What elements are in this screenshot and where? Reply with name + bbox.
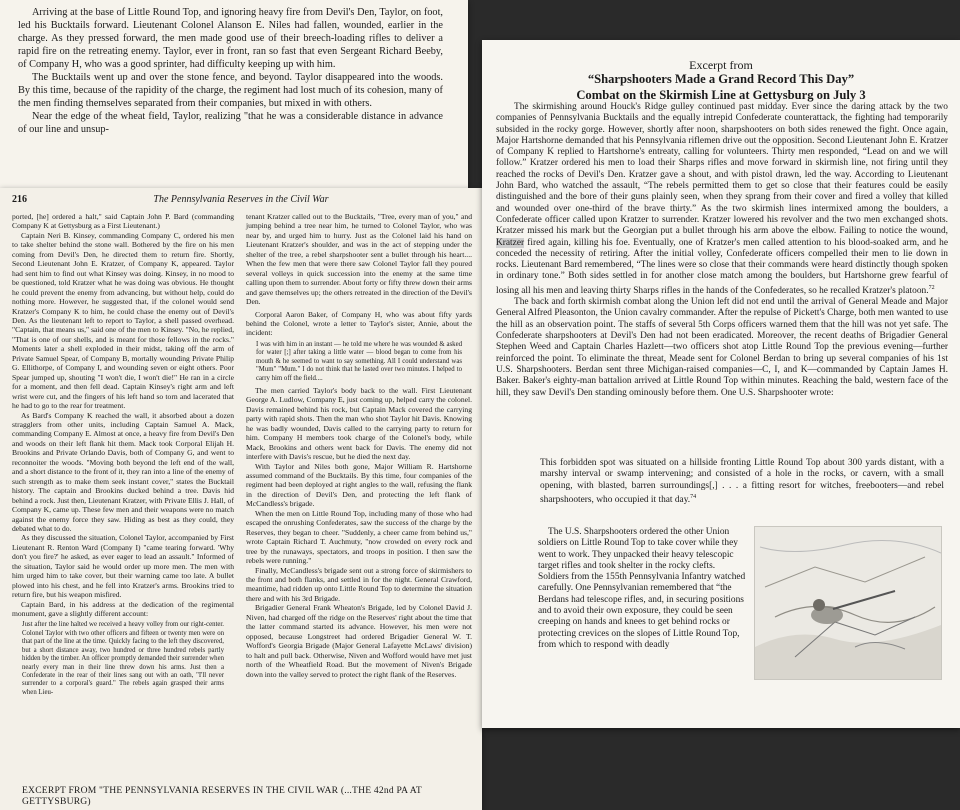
top-page-text [18, 6, 443, 136]
highlighted-word: Kratzer [496, 237, 525, 248]
excerpt-caption: EXCERPT FROM "THE PENNSYLVANIA RESERVES IN THE CIVIL WAR (...THE 42nd PA AT GETTYSBURG) [22, 785, 422, 807]
paragraph: As Bard's Company K reached the wall, it absorbed about a dozen stragglers from other units, including Captain Samuel A. Mack, commanding Company E. Almost at once, a heavy fire from Devil's Den and woods on their left flank hit them. Mack took Corporal Elijah H. Brookins and Private Orlando Davis, both of Company G, and went to reconnoiter the woods. "Moving both beyond the left end of the wall, and a short distance to the front of it, they ran into a line of the enemy of such strength as to make them seek instant cover," states the Bucktail history. The captain and Brookins ducked behind a tree. Davis hid behind a rock. Just then, Lieutenant Kratzer, with Private Ellis J. Hall, of Company K, came up. These few men and their weapons were no match against the enemy force they saw. Hiding as best as they could, they debated what to do. [12, 410, 234, 533]
paragraph: Corporal Aaron Baker, of Company H, who was about fifty yards behind the Colonel, wrote a letter to Taylor's sister, Annie, about the incident: [246, 309, 472, 338]
book-page-top [0, 0, 468, 188]
paragraph: Arriving at the base of Little Round Top, and ignoring heavy fire from Devil's Den, Taylor, on foot, led his Bucktails forward. Lieutenant Colonel Alanson E. Niles had fallen, wounded, earlier in the charge. As they pressed forward, the men made good use of their breech-loading rifles to deliver a rapid fire on the retreating enemy. Taylor, ever in front, ran so fast that even Sergeant Richard Beeby, of Company H, who was a good sprinter, had difficulty keeping up with him. [18, 7, 443, 70]
sharpshooter-sketch [754, 526, 942, 680]
block-quote: Just after the line halted we received a heavy volley from our right-center. Colonel Taylor with two other officers and fifteen or twenty men were on that part of the line at the time. Quickly facing to the left they discovered, but a short distance away, two hundred or three hundred rebels partly hidden by the timber. An officer promptly demanded their surrender when nearly every man in their line threw down his arms. Just then a Confederate in the rear of their lines sang out with an oath, "I'll never surrender to a corporal's guard." The rebels again grasped their arms when Lieu- [22, 621, 224, 696]
block-quote-continued: tenant Kratzer called out to the Bucktails, "Tree, every man of you," and jumping behind a tree near him, he turned to Colonel Taylor, who was near by, and urged him to hurry. Just as the Colonel laid his hand on Lieutenant Kratzer's shoulder, and was in the act of stepping under the shelter of the tree, a rebel sharpshooter sent a bullet through his heart.... When the few men that were there saw Colonel Taylor fall they poured several volleys in quick succession into the enemy at the same time calling upon them to surrender. About forty or fifty threw down their arms and gave themselves up; the others retreated in the direction of the Devil's Den. [246, 212, 472, 307]
excerpt-label: Excerpt from [689, 58, 753, 72]
excerpt-body [496, 102, 948, 399]
excerpt-title: “Sharpshooters Made a Grand Record This Day” [587, 72, 855, 86]
excerpt-sheet [482, 40, 960, 728]
paragraph: As they discussed the situation, Colonel Taylor, accompanied by First Lieutenant R. Renton Ward (Company I) "came tearing forward. 'Why don't you fire?' he asked, as ever eager to lead an assault." Informed of the situation, Taylor said he would order up more men. The men with him urged him to take cover, but their warning came too late. A bullet plowed into his chest, and he fell into Kratzer's arms. Brookins tried to return fire, but his weapon misfired. [12, 533, 234, 600]
paragraph: Near the edge of the wheat field, Taylor, realizing "that he was a considerable distance in advance of our line and unsup- [18, 111, 443, 135]
right-column [246, 212, 472, 679]
sketch-drawing [755, 527, 941, 679]
paragraph: The U.S. Sharpshooters ordered the other Union soldiers on Little Round Top to take cover while they went to work. They unpacked their heavy telescopic target rifles and took shelter in the rocky clefts. Soldiers from the 155th Pennsylvania Infantry watched carefully. One Pennsylvanian remembered that “the Berdans had telescope rifles, and, in securing positions and to avoid their own exposure, they could be seen creeping on hands and knees to get behind rocks or protecting crevices on the slopes of Little Round Top, from which to respond with deadly [538, 527, 746, 650]
running-head: The Pennsylvania Reserves in the Civil War [153, 194, 329, 205]
footnote-ref: 72 [928, 284, 935, 291]
paragraph: The men carried Taylor's body back to the wall. First Lieutenant George A. Ludlow, Company E, just coming up, helped carry the colonel. Davis remained behind his rock, but Captain Mack covered the carrying party with rapid shots. Then the man who shot Taylor hit Davis. Knowing he was badly wounded, Davis called to the carrying party to return for him. Company H members took charge of the Colonel's body, while Mack, Brookins and others went back for Davis. The enemy did not interfere with Davis's rescue, but he died the next day. [246, 385, 472, 462]
paragraph: ported, [he] ordered a halt," said Captain John P. Bard (commanding Company K at Gettysburg as a First Lieutenant.) [12, 212, 234, 231]
excerpt-subtitle: Combat on the Skirmish Line at Gettysburg on July 3 [576, 88, 866, 102]
paragraph: Captain Neri B. Kinsey, commanding Company C, ordered his men to take shelter behind the stone wall. Bothered by the fire on his men coming from Devil's Den, he directed them to return fire. Shortly, Second Lieutenant John E. Kratzer, of Company K, appeared. Taylor had sent him to find out what Kinsey was doing. Kinsey, in no mood to be questioned, told Kratzer what he was doing was obvious. He thought he could prevent the enemy from advancing, but without help, could do nothing more. However, he suggested that, if the colonel would send Kratzer's Company K to him, he could chase the enemy out of Devil's Den. As the lieutenant left to report to Taylor, a shell passed overhead. "Captain, that means us," said one of the men to Kinsey. "No, he replied, "That is one of our shells, and is meant for those fellows in the rocks." Moments later a shell exploded in their midst, taking off the arm of Private Samuel Spear, of Company B, mortally wounding Private Philip G. Ellithorpe, of Company I, and wounding seven or eight others. Poor Spear jumped up, shouting "I won't die, I won't die!" He ran in a circle for a moment, and then fell dead. Captain Kinsey's right arm and left wrist were cut, and the fingers of his left hand so torn and lacerated that he had to go to the rear for treatment. [12, 230, 234, 411]
paragraph: Captain Bard, in his address at the dedication of the regimental monument, gave a slightly different account: [12, 599, 234, 619]
paragraph: Brigadier General Frank Wheaton's Brigade, led by Colonel David J. Niven, had charged off the ridge on the Reserves' right about the time that the latter command started its advance. However, his men were not opposed, because Longstreet had ordered Brigadier General W. T. Wofford's Georgia Brigade (Major General Lafayette McLaws' division) to halt and pull back. Otherwise, Niven and Wofford would have met just north of the Wheatfield Road. But the movement of Niven's Brigade down into the valley served to protect the right flank of the Reserves. [246, 603, 472, 679]
paragraph: The back and forth skirmish combat along the Union left did not end until the arrival of General Meade and Major General Alfred Pleasonton, the Union cavalry commander. After the repulse of Pickett's Charge, both men wanted to use the hill as an observation point. The staffs of several 5th Corps officers warned them that the hill was not yet safe. The Confederate sharpshooters at Devil's Den had not been eradicated. Moreover, the recent deaths of Brigadier General Stephen Weed and Captain Charles Hazlett—two officers shot atop Little Round Top the previous evening—further reinforced the point. To eliminate the threat, Meade sent for Colonel Berdan to bring up several companies of his 1st U.S. Sharpshooters. Berdan sent three Michigan-raised companies—C, I, and K—commanded by Captain James H. Baker. Baker's eighty-man battalion arrived at Little Round Top within minutes. Reaching the bald, western face of the hill, they saw Devil's Den standing ominously before them. One U.S. Sharpshooter wrote: [496, 297, 948, 398]
left-column [12, 212, 234, 700]
book-page-216 [0, 188, 482, 810]
paragraph: The Bucktails went up and over the stone fence, and beyond. Taylor disappeared into the woods. By this time, because of the rapidity of the charge, the regiment had lost much of its cohesion, many of the men finding themselves separated from their companies, but mixed in with others. [18, 72, 443, 109]
quote-text: This forbidden spot was situated on a hillside fronting Little Round Top about 300 yards distant, with a marshy interval or swamp intervening; and consisted of a hole in the rocks, or cavern, with a small opening, with blasted, barren surroundings[,] . . . a fitting resort for witches, freebooters—and rebel sharpshooters, who occupied it that day. [540, 458, 944, 506]
text-run: fired again, killing his foe. Eventually, one of Kratzer's men called attention to his blood-soaked arm, and he conceded the necessity of retiring. After the initial volley, Confederate officers compelled their men to lie down in rocks. Lieutenant Bard remembered, “The lines were so close that their commands were heard distinctly though spoken in ordinary tone.” Both sides settled in for another close match among the boulders, but Hartshorne grew fearful of losing all his men and leaving thirty Sharps rifles in the hands of the Confederates, so he recalled Kratzer's platoon. [496, 237, 948, 296]
text-run: The skirmishing around Houck's Ridge gulley continued past midday. Ever since the daring attack by the two companies of Pennsylvania Bucktails and the equally intrepid Confederate counterattack, the fighting had temporarily subsided in the rocky gorge. However, shortly after noon, sharpshooters on both sides renewed the fight. Once again, Major Hartshorne demanded that his Pennsylvania riflemen drive out the opposition. Second Lieutenant John E. Kratzer of Company K replied to Hartshorne's entreaty, calling for volunteers. Thirty men responded, “Lead on and we will follow.” Kratzer ordered his men to load their Sharps rifles and move forward in skirmish line, not firing until they reached the rocks of Devil's Den. Kratzer gave a shout, and with pistol drawn, led the way. According to Lieutenant John Bard, who watched the assault, “The rebels permitted them to get so close that their features could be easily distinguished and the bore of their guns plainly seen, when they sprang from their cover and fired a volley that killed and wounded over one-third of the brave thirty.” As the two skirmish lines intermixed among the boulders, a Confederate officer called upon Kratzer to surrender. Kratzer lowered his revolver and the two men exchanged shots. Kratzer missed his mark but the Georgian put a bullet through his arm above the elbow. Failing to notice the wound, [496, 102, 948, 237]
paragraph: Finally, McCandless's brigade sent out a strong force of skirmishers to the front and both flanks, and settled in for the night. General Crawford, meantime, had ridden up onto Little Round Top to determine the situation there and with his 3rd Brigade. [246, 565, 472, 603]
paragraph [496, 102, 948, 297]
paragraph: When the men on Little Round Top, including many of those who had escaped the onrushing Confederates, saw the success of the charge by the Reserves, they began to cheer. "Suddenly, a cheer came from behind us," wrote Captain Richard T. Auchmuty, "now crowded on every rock and tree by the runaways, spectators, and troops in position. I then saw the rebels were running." [246, 508, 472, 566]
excerpt-narrow-column [538, 527, 746, 651]
paragraph: With Taylor and Niles both gone, Major William R. Hartshorne assumed command of the Bucktails. By this time, four companies of the regiment had been deployed at right angles to the wall, refusing the flank in the direction of Devil's Den, and protecting the left flank of McCandless's brigade. [246, 461, 472, 509]
page-header [12, 194, 470, 208]
page-number: 216 [12, 194, 27, 205]
block-quote: I was with him in an instant — he told me where he was wounded & asked for water [;] after taking a little water — blood began to come from his mouth & he seemed to want to say something. All I could understand was "Mum" "Mum." I do not think that he lasted over two minutes. I helped to carry him off the field.... [256, 340, 462, 382]
footnote-ref: 74 [690, 494, 697, 501]
excerpt-block-quote [540, 458, 944, 507]
